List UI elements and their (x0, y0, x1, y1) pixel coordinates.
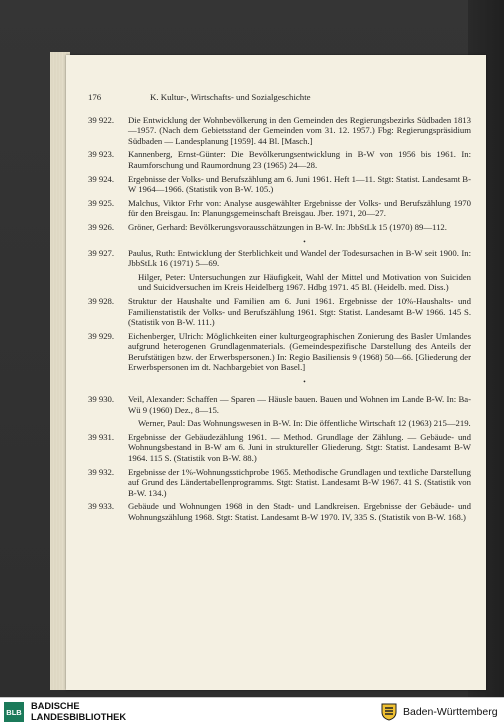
page-number: 176 (88, 92, 102, 102)
bib-entry (88, 394, 471, 415)
page-content (88, 92, 471, 526)
entry-number: 39 922. (88, 114, 115, 125)
entry-number: 39 927. (88, 247, 115, 258)
entry-text: Veil, Alexander: Schaffen — Sparen — Häusle bauen. Bauen und Wohnen im Lande B-W. In: Ba-Wü 9 (1960) Dez., 8—15. (128, 394, 471, 415)
bib-entry (88, 248, 471, 269)
entry-text: Ergebnisse der Volks- und Berufszählung am 6. Juni 1961. Heft 1—11. Stgt: Statist. Landesamt B-W 1964—1966. (Statistik von B-W. 105.) (128, 173, 471, 195)
entry-number: 39 933. (88, 501, 115, 512)
entry-text: Paulus, Ruth: Entwicklung der Sterblichkeit und Wandel der Todesursachen in B-W seit 1900. In: JbbStLk 16 (1971) 5—69. (128, 247, 471, 269)
entry-text: Kannenberg, Ernst-Günter: Die Bevölkerungsentwicklung in B-W von 1956 bis 1961. In: Raumforschung und Raumordnung 23 (1965) 24—28. (128, 149, 471, 170)
bib-entry (88, 296, 471, 328)
entry-text: Eichenberger, Ulrich: Möglichkeiten einer kulturgeographischen Zonierung des Basler Umlandes aufgrund heterogenen Grundlagenmaterials. (Gemeindespezifische Darstellung des Anteils der Berufstätigen bzw. der Erwerbspersonen.) In: Regio Basiliensis 9 (1968) 50—66. [Gliederung der Erwerbspersonen im dt. Nachbargebiet von Basel.] (128, 330, 471, 373)
bib-entry (88, 432, 471, 464)
bib-entry (88, 174, 471, 195)
bib-sub-entry: Werner, Paul: Das Wohnungswesen in B-W. In: Die öffentliche Wirtschaft 12 (1963) 215—219. (138, 418, 471, 429)
bib-entry (88, 467, 471, 499)
entry-number: 39 928. (88, 295, 115, 306)
entry-number: 39 932. (88, 466, 115, 477)
entry-number: 39 929. (88, 330, 115, 341)
page-header (88, 92, 471, 103)
bib-sub-entry: Hilger, Peter: Untersuchungen zur Häufigkeit, Wahl der Mittel und Motivation von Suiciden und Suicidversuchen im Kreis Heidelberg 1967. Hdbg 1971. 45 Bl. (Heidelb. med. Diss.) (138, 271, 471, 293)
entry-text: Ergebnisse der Gebäudezählung 1961. — Method. Grundlage der Zählung. — Gebäude- und Wohnungsbestand in B-W am 6. Juni in struktureller Gliederung. Stgt: Statist. Landesamt B-W 1964. 115 S. (Statistik von B-W. 88.) (128, 431, 471, 464)
bib-entry (88, 149, 471, 170)
blb-line-1: BADISCHE (31, 701, 80, 711)
entry-text: Die Entwicklung der Wohnbevölkerung in den Gemeinden des Regierungsbezirks Südbaden 1813—1957. (Nach dem Gebietsstand der Gemeinden vom 31. 12. 1957.) Fbg: Regierungspräsidium Südbaden — Landesplanung [1959]. 44 Bl. [Masch.] (128, 114, 471, 146)
entry-text: Malchus, Viktor Frhr von: Analyse ausgewählter Ergebnisse der Volks- und Berufszählung 1970 für den Breisgau. In: Planungsgemeinschaft Breisgau. Jber. 1971, 20—27. (128, 197, 471, 219)
bib-entry (88, 198, 471, 219)
bib-entry (88, 222, 471, 233)
blb-logo-icon[interactable]: BLB (4, 702, 24, 722)
bib-entry (88, 331, 471, 373)
blb-line-2: LANDESBIBLIOTHEK (31, 712, 127, 722)
entry-number: 39 931. (88, 431, 115, 442)
entry-number: 39 930. (88, 394, 115, 405)
entry-number: 39 926. (88, 221, 115, 232)
entry-text: Struktur der Haushalte und Familien am 6. Juni 1961. Ergebnisse der 10%-Haushalts- und Familienstatistik der Volks- und Berufszählung 1961. Stgt: Statist. Landesamt B-W 1966. 145 S. (Statistik von B-W. 111.) (128, 295, 471, 328)
entry-text: Ergebnisse der 1%-Wohnungsstichprobe 1965. Methodische Grundlagen und textliche Darstellung auf Grund des Ländertabellenprogramms. Stgt: Statist. Landesamt B-W 1967. 41 S. (Statistik von B-W. 134.) (128, 466, 471, 498)
bw-wordmark[interactable]: Baden-Württemberg (403, 706, 498, 718)
entry-text: Gröner, Gerhard: Bevölkerungsvorausschätzungen in B-W. In: JbbStLk 15 (1970) 89—112. (128, 221, 447, 232)
bib-entry (88, 501, 471, 522)
bw-coat-of-arms-icon (381, 703, 397, 721)
entry-number: 39 924. (88, 173, 115, 184)
viewer-footer (0, 697, 504, 726)
entry-text: Gebäude und Wohnungen 1968 in den Stadt- und Landkreisen. Ergebnisse der Gebäude- und Wohnungszählung 1968. Stgt: Statist. Landesamt B-W 1970. IV, 335 S. (Statistik von B-W. 168.) (128, 501, 471, 522)
section-separator: • (303, 378, 306, 387)
entry-number: 39 925. (88, 197, 115, 208)
entry-number: 39 923. (88, 149, 115, 160)
section-separator: • (303, 237, 306, 246)
bib-entry (88, 115, 471, 147)
blb-wordmark[interactable] (31, 701, 126, 723)
running-head: K. Kultur-, Wirtschafts- und Sozialgeschichte (150, 92, 311, 102)
